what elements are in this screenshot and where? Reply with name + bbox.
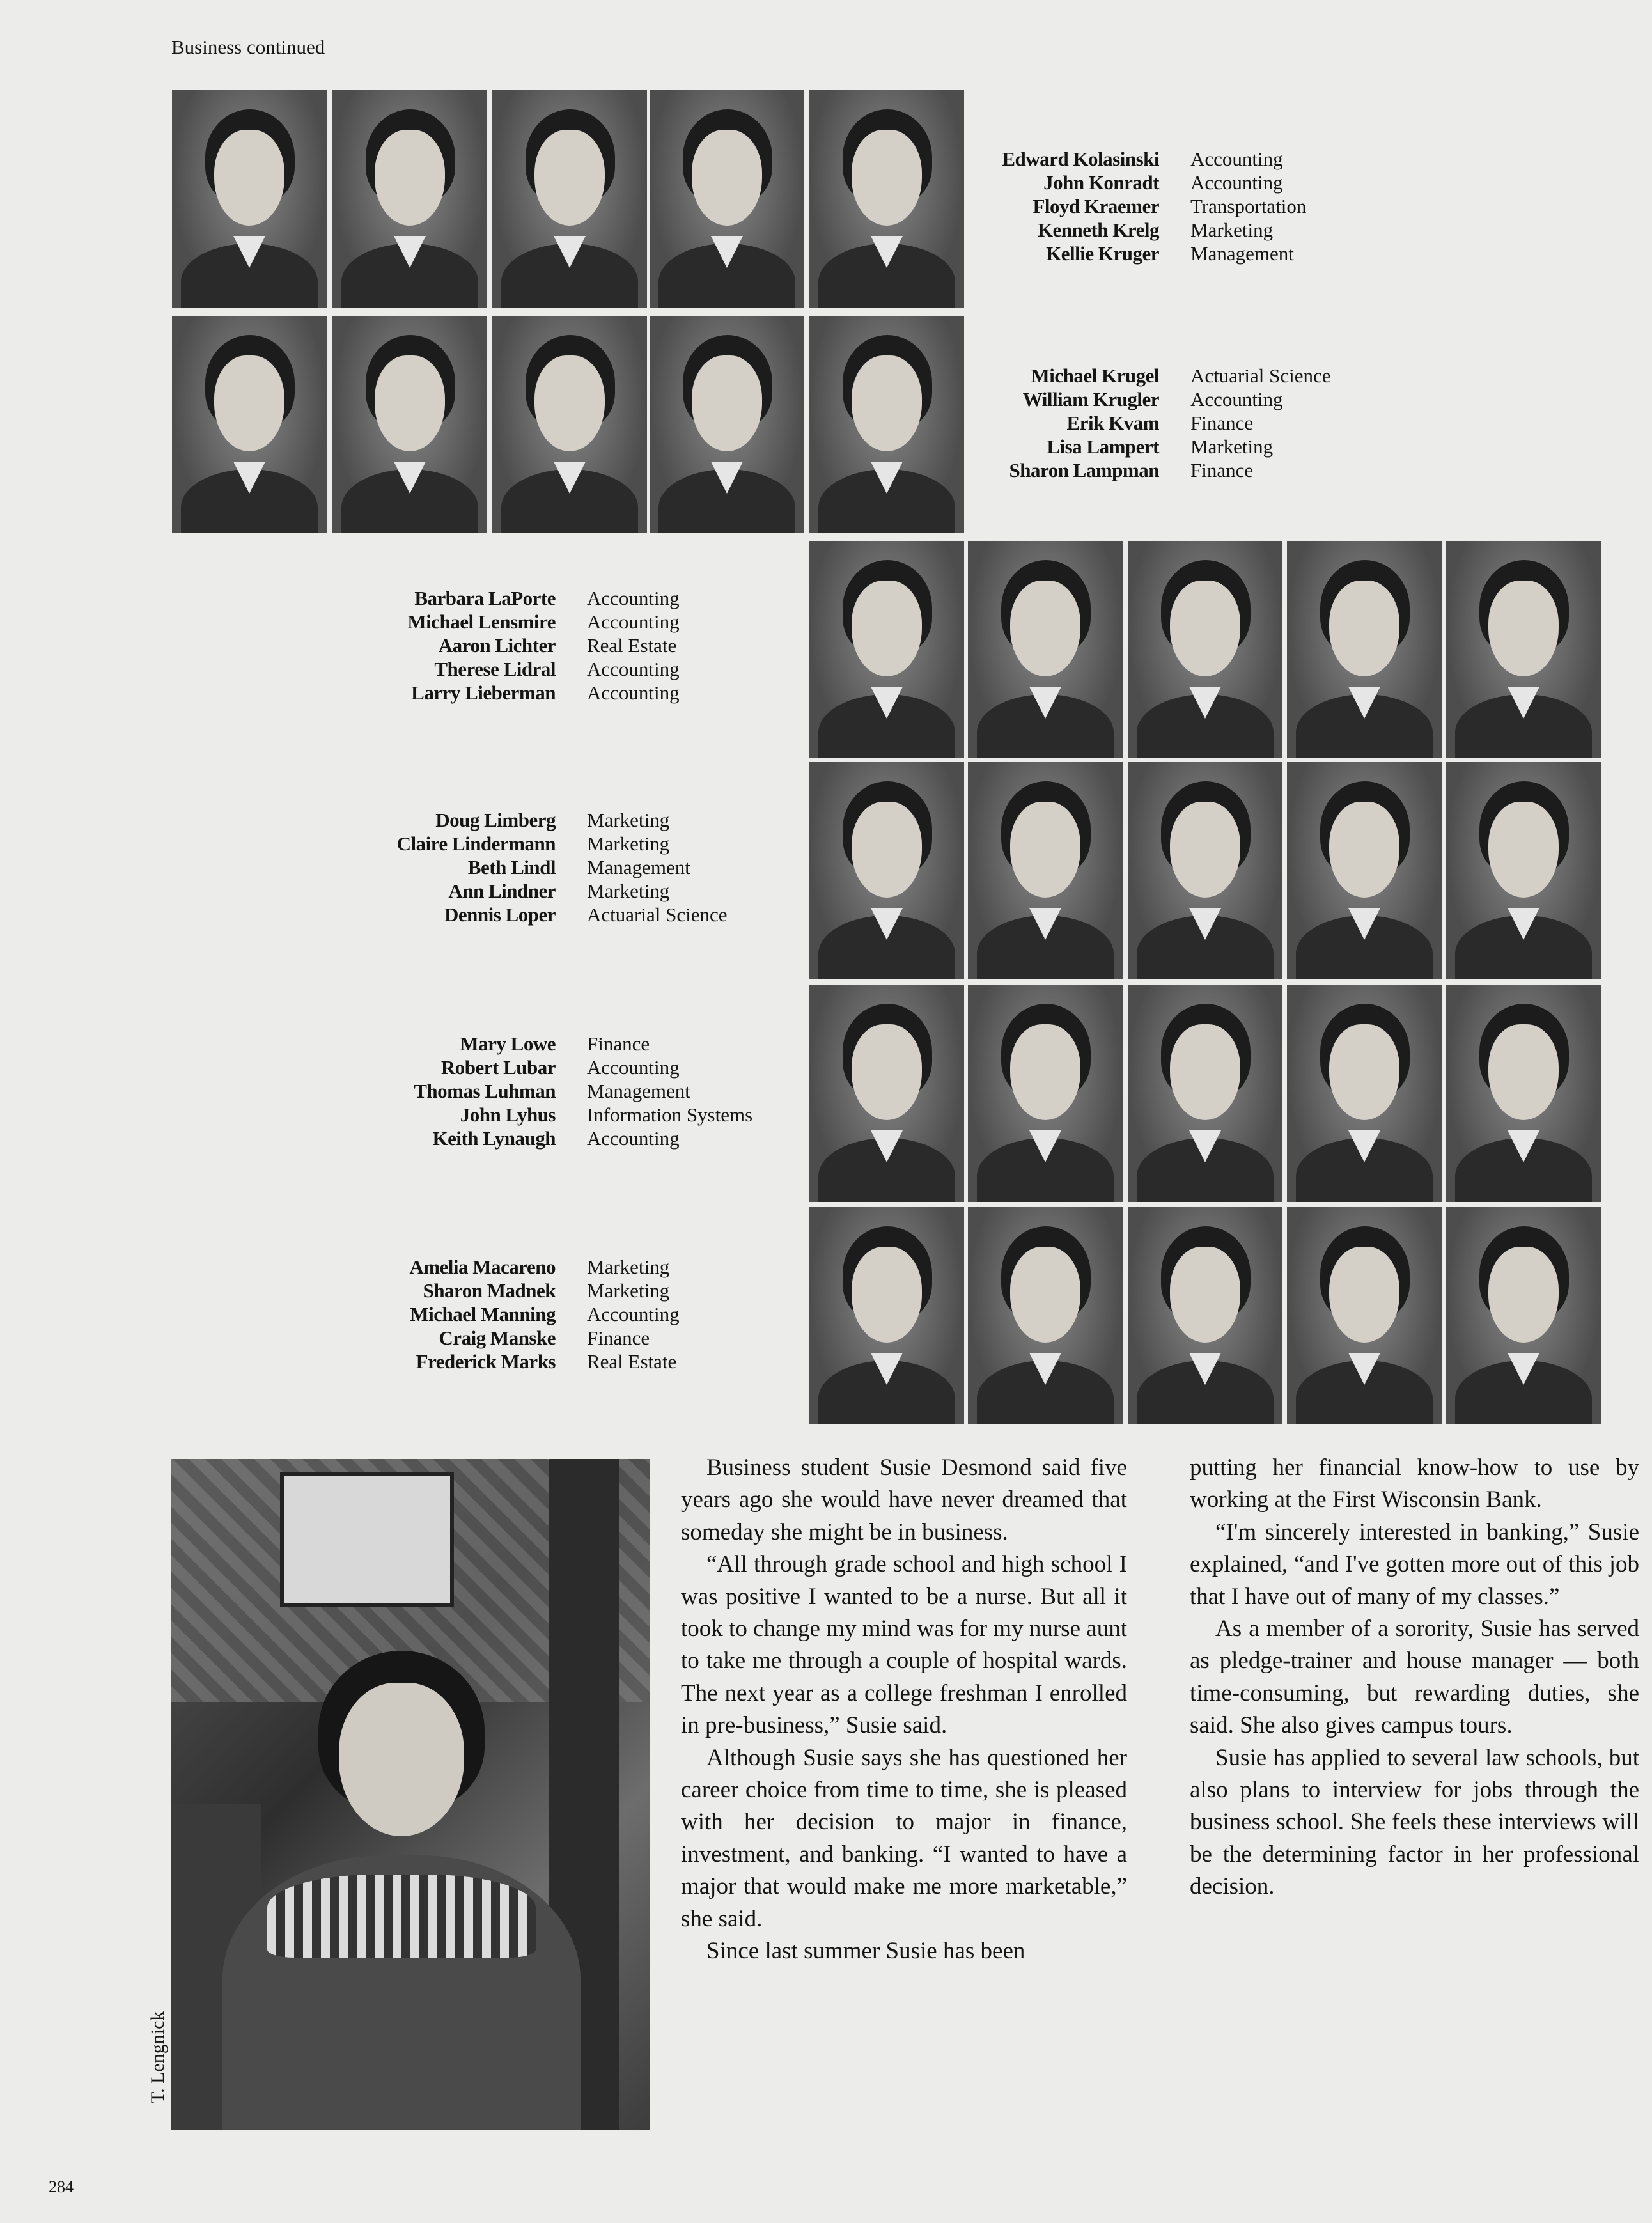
- student-name: Michael Lensmire: [407, 611, 556, 633]
- photo-credit: T. Lengnick: [147, 2011, 168, 2103]
- student-major: Accounting: [587, 682, 680, 704]
- student-name: John Lyhus: [460, 1104, 556, 1126]
- major-list: [1190, 147, 1306, 265]
- portrait-photo: [1287, 541, 1442, 758]
- portrait-photo: [332, 316, 487, 533]
- portrait-photo: [968, 1207, 1123, 1424]
- portrait-photo: [1446, 985, 1601, 1202]
- student-name: Kenneth Krelg: [1037, 219, 1159, 241]
- student-name: Therese Lidral: [434, 658, 556, 680]
- portrait-photo: [968, 541, 1123, 758]
- portrait-photo: [1128, 541, 1282, 758]
- student-major: Accounting: [587, 658, 680, 680]
- student-name: Doug Limberg: [435, 809, 556, 831]
- student-name: Kellie Kruger: [1046, 242, 1159, 265]
- student-major: Management: [1190, 242, 1294, 265]
- name-list: [1002, 147, 1159, 265]
- feature-photo: [171, 1459, 650, 2130]
- major-list: [587, 1032, 752, 1150]
- story-paragraph: As a member of a sorority, Susie has served as pledge-trainer and house manager — both time-consuming, but rewarding duties, she said. She also gives campus tours.: [1190, 1616, 1639, 1739]
- student-name: Mary Lowe: [460, 1033, 556, 1055]
- student-major: Finance: [587, 1327, 650, 1349]
- student-name: Dennis Loper: [444, 903, 556, 926]
- student-major: Marketing: [587, 1256, 670, 1278]
- student-name: Michael Krugel: [1031, 364, 1159, 387]
- portrait-photo: [1287, 985, 1442, 1202]
- student-major: Accounting: [587, 1303, 680, 1325]
- name-list: [414, 1032, 556, 1150]
- student-major: Accounting: [587, 611, 680, 633]
- student-name: Michael Manning: [410, 1303, 556, 1325]
- student-name: Frederick Marks: [416, 1350, 556, 1373]
- portrait-photo: [492, 90, 647, 308]
- student-major: Transportation: [1190, 195, 1307, 217]
- student-major: Marketing: [587, 832, 670, 855]
- portrait-photo: [809, 1207, 964, 1424]
- student-major: Real Estate: [587, 1350, 677, 1373]
- portrait-photo: [172, 316, 327, 533]
- portrait-photo: [968, 762, 1123, 979]
- student-name: Lisa Lampert: [1047, 435, 1159, 458]
- portrait-photo: [1128, 985, 1282, 1202]
- portrait-photo: [809, 762, 964, 979]
- major-list: [587, 586, 680, 705]
- portrait-photo: [1287, 762, 1442, 979]
- major-list: [1190, 364, 1330, 482]
- student-major: Management: [587, 1080, 690, 1102]
- student-name: Claire Lindermann: [396, 832, 556, 855]
- portrait-photo: [809, 90, 964, 308]
- student-major: Finance: [1190, 412, 1254, 434]
- portrait-photo: [1446, 762, 1601, 979]
- section-title: Business continued: [171, 36, 325, 58]
- major-list: [587, 1255, 680, 1373]
- portrait-photo: [809, 316, 964, 533]
- student-name: Thomas Luhman: [414, 1080, 556, 1102]
- student-major: Accounting: [587, 587, 680, 609]
- portrait-photo: [1446, 1207, 1601, 1424]
- name-list: [397, 808, 556, 926]
- student-major: Marketing: [587, 809, 670, 831]
- name-list: [1009, 364, 1159, 482]
- portrait-photo: [1446, 541, 1601, 758]
- student-name: Edward Kolasinski: [1002, 148, 1159, 170]
- student-major: Information Systems: [587, 1104, 753, 1126]
- student-name: Sharon Madnek: [423, 1279, 556, 1302]
- student-name: Barbara LaPorte: [414, 587, 556, 609]
- student-name: Floyd Kraemer: [1032, 195, 1159, 217]
- page-number: 284: [49, 2178, 74, 2196]
- student-major: Marketing: [587, 1279, 670, 1302]
- student-major: Actuarial Science: [1190, 364, 1331, 387]
- student-major: Accounting: [1190, 171, 1283, 194]
- student-name: John Konradt: [1043, 171, 1159, 194]
- portrait-photo: [809, 541, 964, 758]
- story-paragraph: Susie has applied to several law schools, but also plans to interview for jobs through the business school. She feels these interviews will be the determining factor in her professional decision.: [1190, 1744, 1639, 1900]
- student-major: Accounting: [587, 1127, 680, 1150]
- portrait-photo: [1128, 1207, 1282, 1424]
- student-name: Robert Lubar: [440, 1056, 556, 1079]
- portrait-photo: [332, 90, 487, 308]
- student-name: Aaron Lichter: [438, 634, 556, 657]
- story-paragraph: Although Susie says she has questioned her career choice from time to time, she is pleased with her decision to major in finance, investment, and banking. “I wanted to have a major that would make me more marketable,” she said.: [681, 1744, 1127, 1932]
- student-major: Accounting: [587, 1056, 680, 1079]
- student-major: Finance: [587, 1033, 650, 1055]
- story-paragraph: putting her financial know-how to use by working at the First Wisconsin Bank.: [1190, 1455, 1639, 1513]
- portrait-photo: [492, 316, 647, 533]
- name-list: [407, 586, 556, 705]
- student-name: Keith Lynaugh: [432, 1127, 556, 1150]
- student-major: Accounting: [1190, 388, 1283, 410]
- portrait-photo: [172, 90, 327, 308]
- portrait-photo: [809, 985, 964, 1202]
- student-major: Accounting: [1190, 148, 1283, 170]
- student-name: Larry Lieberman: [411, 682, 556, 704]
- student-major: Actuarial Science: [587, 903, 728, 926]
- student-major: Management: [587, 856, 690, 878]
- student-major: Marketing: [587, 880, 670, 902]
- student-major: Marketing: [1190, 219, 1274, 241]
- portrait-photo: [650, 316, 804, 533]
- story-paragraph: Business student Susie Desmond said five years ago she would have never dreamed that someday she might be in business.: [681, 1455, 1127, 1545]
- student-name: William Krugler: [1022, 388, 1159, 410]
- story-column-1: [681, 1452, 1127, 1968]
- student-major: Real Estate: [587, 634, 677, 657]
- student-name: Beth Lindl: [467, 856, 556, 878]
- student-name: Sharon Lampman: [1009, 459, 1159, 481]
- major-list: [587, 808, 727, 926]
- student-major: Marketing: [1190, 435, 1274, 458]
- student-name: Amelia Macareno: [409, 1256, 556, 1278]
- story-paragraph: Since last summer Susie has been: [706, 1938, 1025, 1965]
- story-paragraph: “All through grade school and high school I was positive I wanted to be a nurse. But all it took to change my mind was for my nurse aunt to take me through a couple of hospital wards. The next year as a college freshman I enrolled in pre-business,” Susie said.: [681, 1551, 1127, 1739]
- student-major: Finance: [1190, 459, 1254, 481]
- student-name: Ann Lindner: [448, 880, 556, 902]
- story-paragraph: “I'm sincerely interested in banking,” Susie explained, “and I've gotten more out of this job that I have out of many of my classes.”: [1190, 1518, 1639, 1610]
- portrait-photo: [650, 90, 804, 308]
- student-name: Craig Manske: [439, 1327, 556, 1349]
- portrait-photo: [1287, 1207, 1442, 1424]
- portrait-photo: [1128, 762, 1282, 979]
- name-list: [409, 1255, 556, 1373]
- story-column-2: [1190, 1452, 1639, 1903]
- portrait-photo: [968, 985, 1123, 1202]
- student-name: Erik Kvam: [1066, 412, 1159, 434]
